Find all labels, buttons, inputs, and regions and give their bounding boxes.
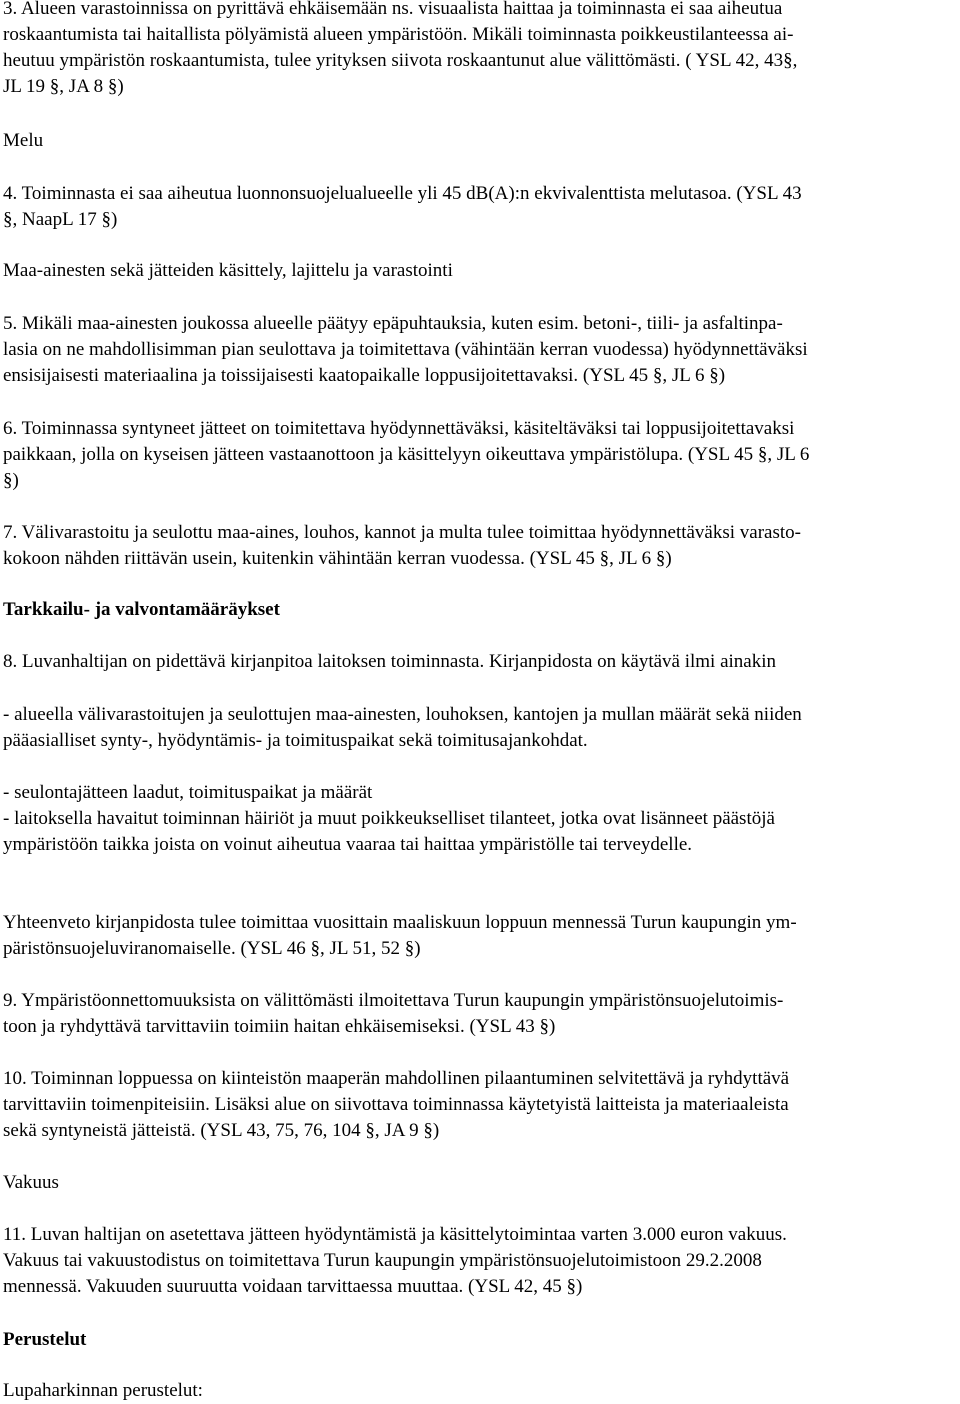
section-heading-melu: Melu <box>3 130 44 151</box>
list-item-hairiot-line-1: - laitoksella havaitut toiminnan häiriöt ja muut poikkeukselliset tilanteet, jotka ovat lisänneet päästöjä <box>3 808 775 829</box>
paragraph-4-line-1: 4. Toiminnasta ei saa aiheutua luonnonsuojelualueelle yli 45 dB(A):n ekvivalenttista melutasoa. (YSL 43 <box>3 183 802 204</box>
section-heading-tarkkailu: Tarkkailu- ja valvontamääräykset <box>3 599 280 620</box>
paragraph-11-line-1: 11. Luvan haltijan on asetettava jätteen hyödyntämistä ja käsittelytoimintaa varten 3.000 euron vakuus. <box>3 1224 787 1245</box>
paragraph-3-line-4: JL 19 §, JA 8 §) <box>3 76 124 97</box>
paragraph-3-line-2: roskaantumista tai haitallista pölyämistä alueen ympäristöön. Mikäli toiminnasta poikkeustilanteessa ai- <box>3 24 794 45</box>
yhteenveto-line-2: päristönsuojeluviranomaiselle. (YSL 46 §, JL 51, 52 §) <box>3 938 421 959</box>
paragraph-4-line-2: §, NaapL 17 §) <box>3 209 118 230</box>
paragraph-7-line-2: kokoon nähden riittävän usein, kuitenkin vähintään kerran vuodessa. (YSL 45 §, JL 6 §) <box>3 548 672 569</box>
paragraph-10-line-1: 10. Toiminnan loppuessa on kiinteistön maaperän mahdollinen pilaantuminen selvitettävä ja ryhdyttävä <box>3 1068 790 1089</box>
paragraph-9-line-2: toon ja ryhdyttävä tarvittaviin toimiin haitan ehkäisemiseksi. (YSL 43 §) <box>3 1016 556 1037</box>
section-heading-perustelut: Perustelut <box>3 1329 87 1350</box>
paragraph-6-line-2: paikkaan, jolla on kyseisen jätteen vastaanottoon ja käsittelyyn oikeuttava ympäristölupa. (YSL 45 §, JL 6 <box>3 444 810 465</box>
paragraph-11-line-2: Vakuus tai vakuustodistus on toimitettava Turun kaupungin ympäristönsuojelutoimistoon 29.2.2008 <box>3 1250 762 1271</box>
paragraph-10-line-3: sekä syntyneistä jätteistä. (YSL 43, 75, 76, 104 §, JA 9 §) <box>3 1120 440 1141</box>
paragraph-8-line-1: 8. Luvanhaltijan on pidettävä kirjanpitoa laitoksen toiminnasta. Kirjanpidosta on käytävä ilmi ainakin <box>3 651 777 672</box>
section-heading-vakuus: Vakuus <box>3 1172 59 1193</box>
paragraph-11-line-3: mennessä. Vakuuden suuruutta voidaan tarvittaessa muuttaa. (YSL 42, 45 §) <box>3 1276 583 1297</box>
section-heading-lupaharkinnan-perustelut: Lupaharkinnan perustelut: <box>3 1380 203 1401</box>
section-heading-maa-ainesten: Maa-ainesten sekä jätteiden käsittely, lajittelu ja varastointi <box>3 260 453 281</box>
list-item-seulontajatteen: - seulontajätteen laadut, toimituspaikat ja määrät <box>3 782 373 803</box>
yhteenveto-line-1: Yhteenveto kirjanpidosta tulee toimittaa vuosittain maaliskuun loppuun mennessä Turun kaupungin ym- <box>3 912 797 933</box>
paragraph-10-line-2: tarvittaviin toimenpiteisiin. Lisäksi alue on siivottava toiminnassa käytetyistä laitteista ja materiaaleista <box>3 1094 789 1115</box>
paragraph-5-line-3: ensisijaisesti materiaalina ja toissijaisesti kaatopaikalle loppusijoitettavaksi. (YSL 45 §, JL 6 §) <box>3 365 726 386</box>
list-item-line-2: pääasialliset synty-, hyödyntämis- ja toimituspaikat sekä toimitusajankohdat. <box>3 730 588 751</box>
paragraph-6-line-3: §) <box>3 470 19 491</box>
paragraph-6-line-1: 6. Toiminnassa syntyneet jätteet on toimitettava hyödynnettäväksi, käsiteltäväksi tai loppusijoitettavaksi <box>3 418 795 439</box>
paragraph-3-line-3: heutuu ympäristön roskaantumista, tulee yrityksen siivota roskaantunut alue välittömästi. ( YSL 42, 43§, <box>3 50 798 71</box>
paragraph-9-line-1: 9. Ympäristöonnettomuuksista on välittömästi ilmoitettava Turun kaupungin ympäristönsuojelutoimis- <box>3 990 784 1011</box>
paragraph-7-line-1: 7. Välivarastoitu ja seulottu maa-aines, louhos, kannot ja multa tulee toimittaa hyödynnettäväksi varasto- <box>3 522 801 543</box>
paragraph-3-line-1: 3. Alueen varastoinnissa on pyrittävä ehkäisemään ns. visuaalista haittaa ja toiminnasta ei saa aiheutua <box>3 0 783 19</box>
paragraph-5-line-2: lasia on ne mahdollisimman pian seulottava ja toimitettava (vähintään kerran vuodessa) hyödynnettäväksi <box>3 339 808 360</box>
paragraph-5-line-1: 5. Mikäli maa-ainesten joukossa alueelle päätyy epäpuhtauksia, kuten esim. betoni-, tiili- ja asfaltinpa- <box>3 313 783 334</box>
list-item-line-1: - alueella välivarastoitujen ja seulottujen maa-ainesten, louhoksen, kantojen ja mullan määrät sekä niiden <box>3 704 802 725</box>
list-item-hairiot-line-2: ympäristöön taikka joista on voinut aiheutua vaaraa tai haittaa ympäristölle tai terveydelle. <box>3 834 693 855</box>
